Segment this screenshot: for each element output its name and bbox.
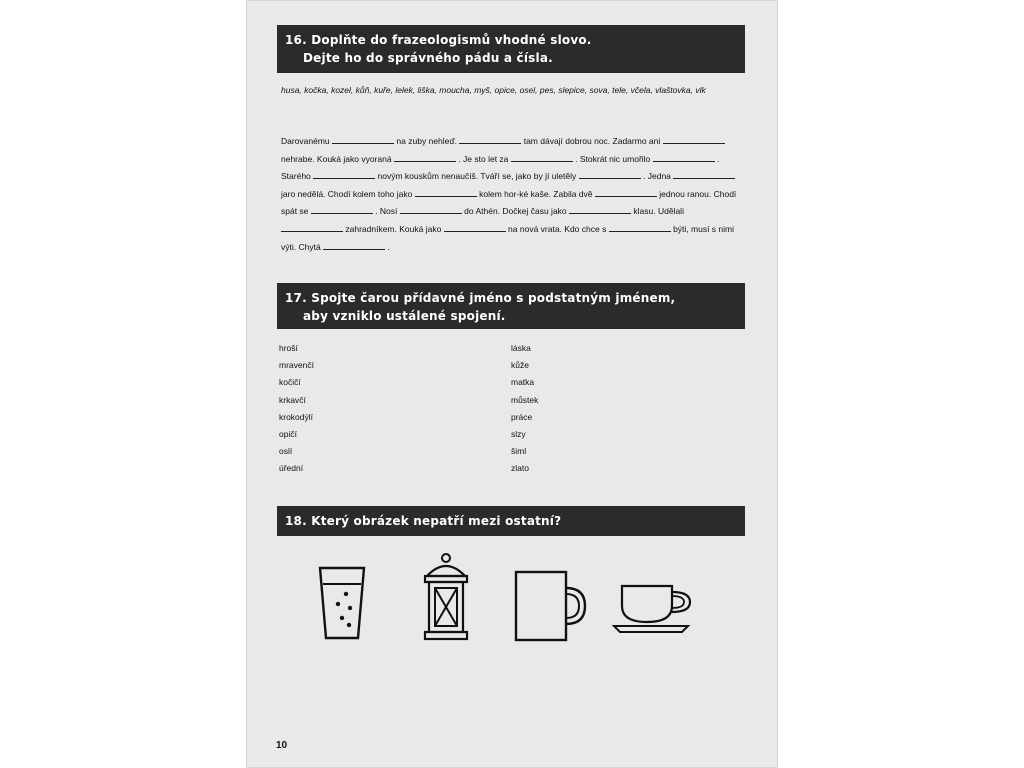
- adjective-item[interactable]: krokodýlí: [279, 411, 314, 422]
- task17-title-line2: aby vzniklo ustálené spojení.: [303, 309, 506, 323]
- blank-field[interactable]: [444, 222, 506, 232]
- adjective-item[interactable]: kočičí: [279, 377, 301, 388]
- task16-title-line2: Dejte ho do správného pádu a čísla.: [303, 51, 553, 65]
- text-segment: .: [387, 241, 390, 252]
- text-segment: na nová vrata. Kdo chce s: [508, 223, 607, 234]
- page-number: 10: [276, 740, 288, 751]
- blank-field[interactable]: [415, 187, 477, 197]
- adjective-column: [279, 340, 314, 478]
- workbook-page: [246, 0, 778, 768]
- text-segment: jaro nedělá. Chodí kolem toho jako: [281, 188, 413, 199]
- text-segment: tam dávají dobrou noc. Zadarmo ani: [523, 136, 661, 146]
- adjective-item[interactable]: úřední: [279, 463, 304, 474]
- text-segment: na zuby nehleď.: [396, 136, 457, 146]
- blank-field[interactable]: [609, 222, 671, 232]
- blank-field[interactable]: [595, 187, 657, 197]
- adjective-item[interactable]: opičí: [279, 428, 297, 439]
- task17-heading: [277, 283, 745, 329]
- text-segment: novým kouskům nenaučíš. Tváří se, jako by jí uletěly: [377, 171, 577, 182]
- blank-field[interactable]: [673, 169, 735, 179]
- task17-title-line1: 17. Spojte čarou přídavné jméno s podstatným jménem,: [285, 291, 676, 305]
- text-segment: býti, musí s nimi výti. Chytá: [281, 223, 735, 252]
- adjective-item[interactable]: krkavčí: [279, 394, 306, 405]
- noun-item[interactable]: slzy: [511, 428, 526, 439]
- text-segment: . Je sto let za: [458, 153, 509, 164]
- cup-and-saucer-icon[interactable]: [612, 580, 694, 636]
- blank-field[interactable]: [663, 134, 725, 144]
- noun-item[interactable]: kůže: [511, 360, 529, 371]
- noun-item[interactable]: práce: [511, 411, 533, 422]
- text-segment: klasu. Udělali: [633, 206, 684, 217]
- adjective-item[interactable]: oslí: [279, 446, 293, 457]
- text-segment: jednou ranou. Chodí spát se: [281, 188, 737, 217]
- text-segment: kolem hor-ké kaše. Zabila dvě: [479, 188, 593, 199]
- blank-field[interactable]: [281, 222, 343, 232]
- noun-item[interactable]: láska: [511, 343, 531, 353]
- blank-field[interactable]: [313, 169, 375, 179]
- blank-field[interactable]: [579, 169, 641, 179]
- noun-item[interactable]: matka: [511, 377, 535, 388]
- blank-field[interactable]: [569, 204, 631, 214]
- task16-fill-in-text: [281, 133, 741, 256]
- mug-icon[interactable]: [513, 562, 589, 644]
- text-segment: nehrabe. Kouká jako vyoraná: [281, 153, 392, 164]
- noun-item[interactable]: zlato: [511, 463, 529, 474]
- noun-item[interactable]: můstek: [511, 394, 539, 405]
- blank-field[interactable]: [311, 204, 373, 214]
- blank-field[interactable]: [323, 240, 385, 250]
- blank-field[interactable]: [653, 152, 715, 162]
- adjective-item[interactable]: mravenčí: [279, 360, 314, 371]
- task18-title: 18. Který obrázek nepatří mezi ostatní?: [285, 514, 562, 528]
- text-segment: . Nosí: [375, 206, 398, 217]
- glass-icon[interactable]: [316, 562, 368, 642]
- text-segment: . Starého: [281, 153, 720, 182]
- adjective-item[interactable]: hroší: [279, 343, 298, 353]
- task16-word-list: husa, kočka, kozel, kůň, kuře, lelek, liška, moucha, myš, opice, osel, pes, slepice, sova, tele, včela, vlaštovka, vlk: [281, 85, 706, 95]
- task18-heading: [277, 506, 745, 536]
- blank-field[interactable]: [332, 134, 394, 144]
- text-segment: . Jedna: [643, 171, 671, 182]
- blank-field[interactable]: [394, 152, 456, 162]
- blank-field[interactable]: [459, 134, 521, 144]
- text-segment: Darovanému: [281, 136, 330, 146]
- task16-title-line1: 16. Doplňte do frazeologismů vhodné slovo.: [285, 33, 592, 47]
- text-segment: . Stokrát nic umořilo: [575, 153, 651, 164]
- blank-field[interactable]: [400, 204, 462, 214]
- blank-field[interactable]: [511, 152, 573, 162]
- noun-item[interactable]: šiml: [511, 446, 527, 457]
- text-segment: zahradníkem. Kouká jako: [345, 223, 442, 234]
- task16-heading: [277, 25, 745, 73]
- noun-column: [511, 340, 538, 478]
- lantern-icon[interactable]: [421, 552, 471, 644]
- text-segment: do Athén. Dočkej času jako: [464, 206, 567, 217]
